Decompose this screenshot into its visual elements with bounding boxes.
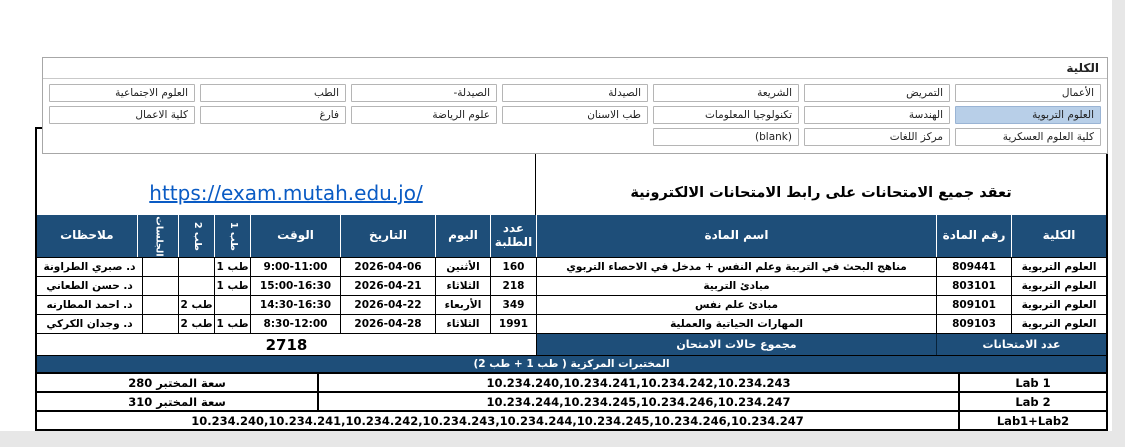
- cell-date: 2026-04-28: [340, 315, 435, 333]
- slicer-item-educational-sciences-selected[interactable]: العلوم التربوية: [955, 106, 1101, 124]
- total-cases-label: مجموع حالات الامتحان: [536, 334, 936, 355]
- cell-sessions: [142, 258, 178, 276]
- cell-student-count: 1991: [490, 315, 536, 333]
- cell-teb2: [178, 258, 214, 276]
- cell-course-code: 809103: [936, 315, 1011, 333]
- table-row: [37, 258, 1106, 277]
- slicer-item-business-college[interactable]: كلية الاعمال: [49, 106, 195, 124]
- slicer-item-dentistry[interactable]: طب الاسنان: [502, 106, 648, 124]
- total-cases-value: 2718: [37, 334, 536, 355]
- cell-teb2: طب 2: [178, 296, 214, 314]
- teb2-vertical-label: طب 2: [191, 221, 203, 251]
- slicer-item-sport-sciences[interactable]: علوم الرياضة: [351, 106, 497, 124]
- cell-day: الأربعاء: [435, 296, 490, 314]
- cell-student-count: 160: [490, 258, 536, 276]
- cell-time: 9:00-11:00: [250, 258, 340, 276]
- exam-count-label: عدد الامتحانات: [936, 334, 1106, 355]
- slicer-item-empty[interactable]: فارغ: [200, 106, 346, 124]
- slicer-title: الكلية: [43, 58, 1107, 79]
- column-header-teb2: [178, 215, 214, 257]
- cell-time: 15:00-16:30: [250, 277, 340, 295]
- cell-teb2: طب 2: [178, 315, 214, 333]
- column-header-college: الكلية: [1011, 215, 1106, 257]
- cell-college: العلوم التربوية: [1011, 315, 1106, 333]
- slicer-item-information-technology[interactable]: تكنولوجيا المعلومات: [653, 106, 799, 124]
- cell-college: العلوم التربوية: [1011, 296, 1106, 314]
- lab-row: [37, 393, 1106, 412]
- column-header-course-name: اسم المادة: [536, 215, 936, 257]
- cell-time: 14:30-16:30: [250, 296, 340, 314]
- slicer-item-military-sciences[interactable]: كلية العلوم العسكرية: [955, 128, 1101, 146]
- cell-notes: د. حسن الطعاني: [46, 280, 133, 292]
- slicer-item-sharia[interactable]: الشريعة: [653, 84, 799, 102]
- cell-notes: د. صبري الطراونة: [43, 261, 136, 273]
- lab-ips: 10.234.240,10.234.241,10.234.242,10.234.243,10.234.244,10.234.245,10.234.246,10.234.247: [191, 413, 804, 428]
- cell-course-code: 803101: [936, 277, 1011, 295]
- exam-banner-title: تعقد جميع الامتحانات على رابط الامتحانات الالكترونية: [535, 129, 1106, 215]
- lab-name: Lab 1: [958, 374, 1106, 391]
- table-header-row: [37, 215, 1106, 258]
- sessions-vertical-label: الجلسات: [153, 215, 165, 257]
- column-header-day: اليوم: [435, 215, 490, 257]
- cell-date: 2026-04-21: [340, 277, 435, 295]
- column-header-time: الوقت: [250, 215, 340, 257]
- lab-ips: 10.234.240,10.234.241,10.234.242,10.234.243: [317, 374, 958, 391]
- cell-teb1: [214, 296, 250, 314]
- lab-ips: 10.234.244,10.234.245,10.234.246,10.234.247: [317, 393, 958, 410]
- cell-course-code: 809441: [936, 258, 1011, 276]
- slicer-item-language-center[interactable]: مركز اللغات: [804, 128, 950, 146]
- slicer-item-engineering[interactable]: الهندسة: [804, 106, 950, 124]
- lab-row: [37, 412, 1106, 429]
- column-header-teb1: [214, 215, 250, 257]
- column-header-date: التاريخ: [340, 215, 435, 257]
- cell-student-count: 349: [490, 296, 536, 314]
- table-row: [37, 277, 1106, 296]
- slicer-item-pharmacy[interactable]: الصيدلة: [502, 84, 648, 102]
- cell-college: العلوم التربوية: [1011, 277, 1106, 295]
- cell-day: الثلاثاء: [435, 277, 490, 295]
- cell-time: 8:30-12:00: [250, 315, 340, 333]
- slicer-item-business[interactable]: الأعمال: [955, 84, 1101, 102]
- column-header-student-count: عدد الطلبة: [490, 215, 536, 257]
- lab-capacity: سعة المختبر 310: [128, 394, 226, 409]
- cell-notes: د. احمد المطارنه: [46, 299, 133, 311]
- labs-header: المختبرات المركزية ( طب 1 + طب 2): [37, 356, 1106, 374]
- cell-course-name: مناهج البحث في التربية وعلم النفس + مدخل في الاحصاء التربوي: [536, 258, 936, 276]
- cell-course-name: مبادئ علم نفس: [536, 296, 936, 314]
- cell-college: العلوم التربوية: [1011, 258, 1106, 276]
- cell-teb2: [178, 277, 214, 295]
- column-header-sessions: [137, 215, 178, 257]
- cell-course-name: مبادئ التربية: [536, 277, 936, 295]
- cell-day: الثلاثاء: [435, 315, 490, 333]
- lab-capacity: سعة المختبر 280: [128, 375, 226, 390]
- cell-course-code: 809101: [936, 296, 1011, 314]
- column-header-course-code: رقم المادة: [936, 215, 1011, 257]
- cell-sessions: [142, 315, 178, 333]
- cell-date: 2026-04-06: [340, 258, 435, 276]
- teb1-vertical-label: طب 1: [227, 221, 239, 251]
- slicer-item-medicine[interactable]: الطب: [200, 84, 346, 102]
- college-slicer: [42, 57, 1108, 154]
- cell-sessions: [142, 296, 178, 314]
- cell-date: 2026-04-22: [340, 296, 435, 314]
- cell-sessions: [142, 277, 178, 295]
- cell-teb1: طب 1: [214, 258, 250, 276]
- exam-portal-link[interactable]: https://exam.mutah.edu.jo/: [149, 181, 423, 205]
- slicer-items: [43, 79, 1107, 151]
- exam-table: [35, 127, 1108, 431]
- slicer-item-nursing[interactable]: التمريض: [804, 84, 950, 102]
- table-row: [37, 315, 1106, 334]
- cell-course-name: المهارات الحياتية والعملية: [536, 315, 936, 333]
- cell-notes: د. وجدان الكركي: [46, 318, 133, 330]
- lab-row: [37, 374, 1106, 393]
- cell-teb1: طب 1: [214, 277, 250, 295]
- totals-row: [37, 334, 1106, 356]
- slicer-item-pharmacy-dash[interactable]: الصيدلة-: [351, 84, 497, 102]
- slicer-item-social-sciences[interactable]: العلوم الاجتماعية: [49, 84, 195, 102]
- lab-name: Lab 2: [958, 393, 1106, 410]
- table-row: [37, 296, 1106, 315]
- column-header-notes: ملاحظات: [60, 228, 114, 243]
- cell-day: الأثنين: [435, 258, 490, 276]
- cell-teb1: طب 1: [214, 315, 250, 333]
- lab-name: Lab1+Lab2: [958, 412, 1106, 429]
- slicer-item-blank[interactable]: (blank): [653, 128, 799, 146]
- cell-student-count: 218: [490, 277, 536, 295]
